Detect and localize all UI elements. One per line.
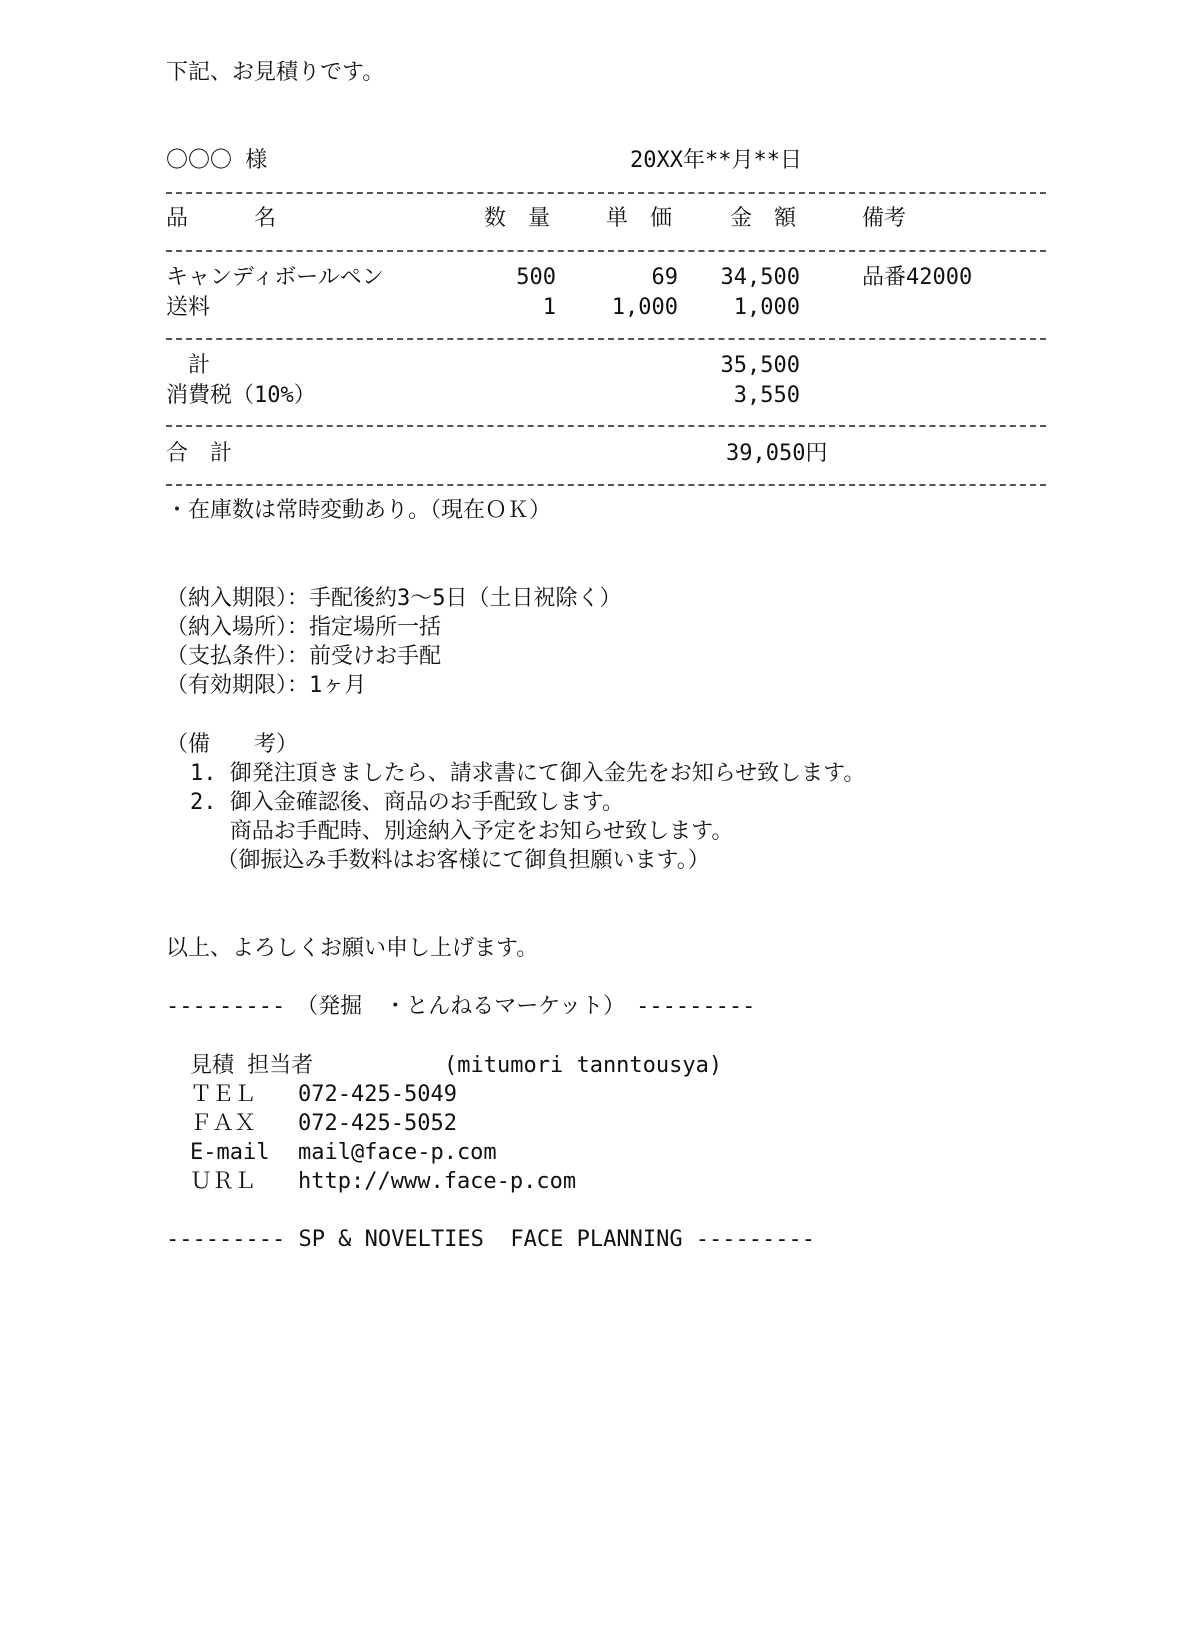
contact-value-email: mail@face-p.com [298,1140,497,1165]
contact-label-email: E-mail [190,1140,270,1165]
header-item-name: 品 名 [166,206,277,231]
remark-item: 商品お手配時、別途納入予定をお知らせ致します。 [190,819,734,844]
stock-note: ・在庫数は常時変動あり。（現在ＯＫ） [166,498,552,523]
row-amount: 34,500 [720,265,800,290]
company-header: --------- （発掘 ・とんねるマーケット） --------- [166,994,756,1019]
row-quantity: 1 [542,295,556,320]
remark-item: （御振込み手数料はお客様にて御負担願います。） [190,848,710,873]
header-note: 備考 [862,206,907,231]
remarks-heading: （備 考） [166,732,299,757]
remark-item: 1. 御発注頂きましたら、請求書にて御入金先をお知らせ致します。 [190,761,866,786]
divider [166,338,1046,340]
row-unit-price: 1,000 [611,295,678,320]
total-value: 39,050円 [726,441,828,466]
contact-label-tel: ＴＥＬ [190,1082,257,1107]
total-label: 合 計 [166,441,233,466]
divider [166,250,1046,252]
contact-value-url: http://www.face-p.com [298,1169,577,1194]
subtotal-label: 計 [166,353,211,378]
term-payment: （支払条件）：前受けお手配 [166,644,442,669]
intro-text: 下記、お見積りです。 [166,60,385,85]
contact-label-url: ＵＲＬ [190,1169,257,1194]
footer-text: --------- SP & NOVELTIES FACE PLANNING --------- [166,1227,816,1252]
term-delivery-place: （納入場所）：指定場所一括 [166,615,442,640]
header-unit-price: 単 価 [606,206,673,231]
row-note: 品番42000 [862,265,973,290]
subtotal-value: 35,500 [720,353,800,378]
remark-item: 2. 御入金確認後、商品のお手配致します。 [190,790,624,815]
divider [166,192,1046,194]
term-validity: （有効期限）：1ヶ月 [166,673,367,698]
term-delivery-period: （納入期限）：手配後約3～5日（土日祝除く） [166,586,622,611]
row-quantity: 500 [516,265,556,290]
row-unit-price: 69 [651,265,678,290]
tax-label: 消費税（10%） [166,383,316,408]
customer-name: 〇〇〇 様 [166,148,268,173]
contact-title: 見積 担当者 [190,1053,314,1078]
contact-romaji: (mitumori tanntousya) [444,1053,723,1078]
contact-value-tel: 072-425-5049 [298,1082,457,1107]
contact-label-fax: ＦＡＸ [190,1111,257,1136]
quote-date: 20XX年**月**日 [630,148,802,173]
closing-text: 以上、よろしくお願い申し上げます。 [166,936,539,961]
row-item-name: 送料 [166,295,211,320]
tax-value: 3,550 [733,383,800,408]
row-item-name: キャンディボールペン [166,265,384,290]
header-quantity: 数 量 [484,206,551,231]
row-amount: 1,000 [733,295,800,320]
divider [166,425,1046,427]
divider [166,484,1046,486]
header-amount: 金 額 [730,206,797,231]
contact-value-fax: 072-425-5052 [298,1111,457,1136]
